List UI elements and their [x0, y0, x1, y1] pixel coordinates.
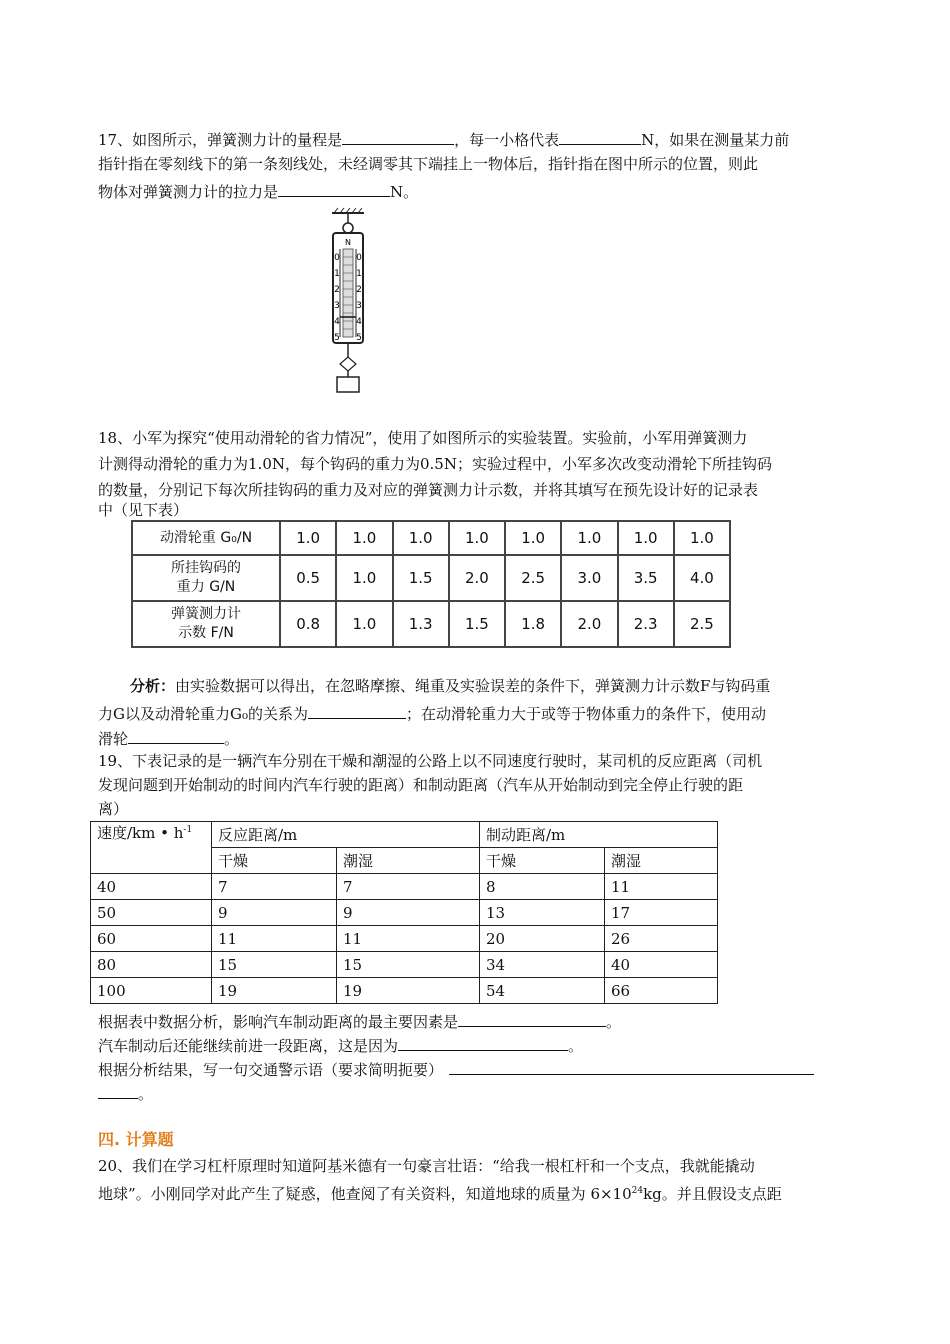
- q17-blank-range[interactable]: [342, 128, 454, 145]
- q17-blank-division[interactable]: [559, 128, 641, 145]
- scale-tick-label-left: 1: [334, 269, 340, 279]
- q20-line2: 地球”。小刚同学对此产生了疑惑，他查阅了有关资料，知道地球的质量为 $6\times 10^{24}kg$。并且假设支点距: [98, 1185, 782, 1203]
- q18-analysis-line3: 滑轮 。: [98, 727, 239, 749]
- scale-tick-label-right: 2: [356, 285, 362, 295]
- spring-scale-figure: [318, 207, 378, 397]
- q17-line2: 指针指在零刻线下的第一条刻线处，未经调零其下端挂上一物体后，指针指在图中所示的位置，则此: [98, 155, 759, 173]
- row-header-hook-weight: 所挂钩码的 重力 G/N: [132, 555, 280, 601]
- q19-after-line1: 根据表中数据分析，影响汽车制动距离的最主要因素是 。: [98, 1010, 621, 1032]
- reaction-distance-header: 反应距离/m: [212, 822, 480, 848]
- scale-tick-label-right: 3: [356, 301, 362, 311]
- scale-tick-label-right: 0: [356, 253, 362, 263]
- braking-distance-header: 制动距离/m: [480, 822, 718, 848]
- row-header-pulley-weight: 动滑轮重 G₀/N: [132, 521, 280, 555]
- q19-blank-slogan-cont[interactable]: [98, 1082, 138, 1099]
- scale-tick-label-right: 1: [356, 269, 362, 279]
- table-row: 干燥 潮湿 干燥 潮湿: [91, 848, 718, 874]
- q19-after-line4: 。: [98, 1082, 153, 1104]
- scale-tick-label-left: 0: [334, 253, 340, 263]
- q19-blank-slogan[interactable]: [449, 1058, 814, 1075]
- scale-tick-label-right: 5: [356, 333, 362, 343]
- q19-blank-reason[interactable]: [398, 1034, 568, 1051]
- scale-tick-label-left: 4: [334, 317, 340, 327]
- table-row: [91, 822, 718, 848]
- q19-after-line2: 汽车制动后还能继续前进一段距离，这是因为 。: [98, 1034, 583, 1056]
- table-row: 所挂钩码的 重力 G/N 0.5 1.0 1.5 2.0 2.5 3.0 3.5 4.0: [132, 555, 730, 601]
- q19-line2: 发现问题到开始制动的时间内汽车行驶的距离）和制动距离（汽车从开始制动到完全停止行驶的距: [98, 776, 744, 794]
- q19-line3: 离）: [98, 800, 129, 818]
- speed-header: 速度/km • $h^{-1}$: [91, 822, 212, 874]
- table-row: 80 15 15 34 40: [91, 952, 718, 978]
- table-row: 40 7 7 8 11: [91, 874, 718, 900]
- q17-line1: 17、如图所示，弹簧测力计的量程是 ，每一小格代表 N，如果在测量某力前: [98, 128, 789, 150]
- table-row: 动滑轮重 G₀/N 1.0 1.0 1.0 1.0 1.0 1.0 1.0 1.0: [132, 521, 730, 555]
- scale-tick-label-right: 4: [356, 317, 362, 327]
- q20-line1: 20、我们在学习杠杆原理时知道阿基米德有一句豪言壮语：“给我一根杠杆和一个支点，我就能撬动: [98, 1157, 755, 1175]
- q18-analysis-line1: 分析：由实验数据可以得出，在忽略摩擦、绳重及实验误差的条件下，弹簧测力计示数F与钩码重: [130, 677, 771, 695]
- table-row: 60 11 11 20 26: [91, 926, 718, 952]
- weight-block: [337, 377, 359, 392]
- q19-blank-factor[interactable]: [458, 1010, 606, 1027]
- table-row: 100 19 19 54 66: [91, 978, 718, 1004]
- q18-blank-relation[interactable]: [308, 702, 406, 719]
- braking-distance-table: [90, 821, 718, 1004]
- q18-analysis-line2: 力G以及动滑轮重力G₀的关系为 ；在动滑轮重力大于或等于物体重力的条件下，使用动: [98, 702, 766, 724]
- scale-tick-label-left: 5: [334, 333, 340, 343]
- table-row: 弹簧测力计 示数 F/N 0.8 1.0 1.3 1.5 1.8 2.0 2.3 2.5: [132, 601, 730, 647]
- q17-blank-force[interactable]: [278, 180, 390, 197]
- table-row: 50 9 9 13 17: [91, 900, 718, 926]
- scale-tick-label-left: 3: [334, 301, 340, 311]
- q18-line1: 18、小军为探究“使用动滑轮的省力情况”，使用了如图所示的实验装置。实验前，小军用弹簧测力: [98, 429, 748, 447]
- row-header-scale-reading: 弹簧测力计 示数 F/N: [132, 601, 280, 647]
- scale-tick-label-left: 2: [334, 285, 340, 295]
- q18-line2: 计测得动滑轮的重力为1.0N，每个钩码的重力为0.5N；实验过程中，小军多次改变动滑轮下所挂钩码: [98, 455, 772, 473]
- q18-blank-pulley[interactable]: [128, 727, 224, 744]
- scale-unit-label: N: [345, 238, 351, 247]
- q19-after-line3: 根据分析结果，写一句交通警示语（要求简明扼要）: [98, 1058, 814, 1080]
- section-title-calculation: 四. 计算题: [98, 1130, 174, 1149]
- q18-line3: 的数量，分别记下每次所挂钩码的重力及对应的弹簧测力计示数，并将其填写在预先设计好的记录表: [98, 481, 759, 499]
- q17-line3: 物体对弹簧测力计的拉力是 N。: [98, 180, 418, 202]
- q18-line4: 中（见下表）: [98, 501, 189, 519]
- pulley-data-table: [131, 520, 731, 648]
- q19-line1: 19、下表记录的是一辆汽车分别在干燥和潮湿的公路上以不同速度行驶时，某司机的反应距离（司机: [98, 752, 763, 770]
